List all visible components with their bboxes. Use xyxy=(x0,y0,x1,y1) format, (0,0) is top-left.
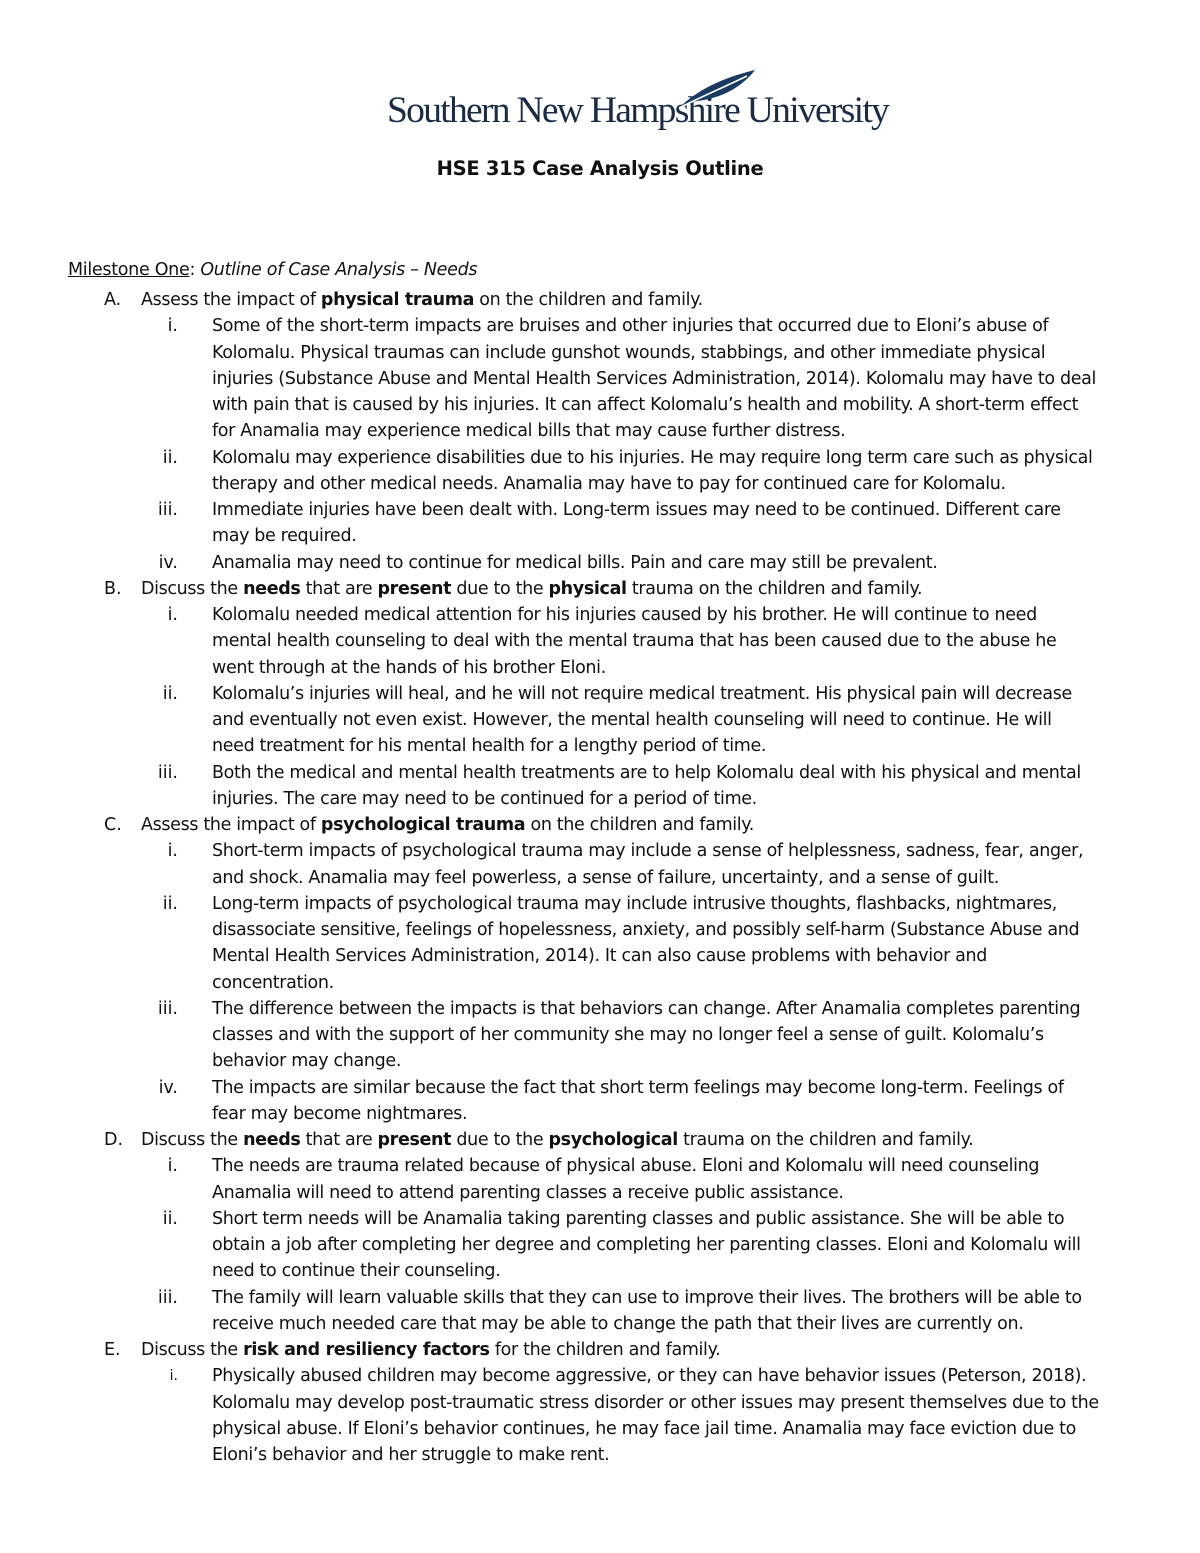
leaf-icon xyxy=(677,68,757,113)
line-text: Discuss the xyxy=(141,1130,244,1150)
line-text: Kolomalu’s injuries will heal, and he will not require medical treatment. His physical pain will decrease xyxy=(212,683,1072,704)
line-text: fear may become nightmares. xyxy=(212,1103,468,1124)
outline-text-line xyxy=(212,917,1079,943)
line-text: and eventually not even exist. However, the mental health counseling will need to continue. He will xyxy=(212,710,1052,730)
list-marker: E. xyxy=(104,1340,121,1360)
outline-text-line xyxy=(212,1101,467,1127)
line-text: Long-term impacts of psychological trauma may include intrusive thoughts, flashbacks, nightmares, xyxy=(212,893,1057,914)
list-marker: ii. xyxy=(162,893,178,914)
list-marker: i. xyxy=(169,1368,178,1385)
line-text: Some of the short-term impacts are bruises and other injuries that occurred due to Eloni’s abuse of xyxy=(212,316,1049,337)
outline-text-line xyxy=(212,471,1006,497)
list-marker: iv. xyxy=(158,1077,178,1098)
line-text: Anamalia will need to attend parenting classes a receive public assistance. xyxy=(212,1182,844,1203)
line-text: Short term needs will be Anamalia taking parenting classes and public assistance. She will be able to xyxy=(212,1208,1065,1229)
outline-text-line xyxy=(212,786,757,812)
outline-text-line xyxy=(212,1022,1044,1048)
line-text: Discuss the xyxy=(141,578,244,599)
line-text: need treatment for his mental health for a lengthy period of time. xyxy=(212,736,767,757)
line-text: may be required. xyxy=(212,526,357,547)
line-text: Physically abused children may become aggressive, or they can have behavior issues (Peterson, 2018). xyxy=(212,1366,1087,1387)
outline-text-line xyxy=(212,628,1056,654)
outline-text-line xyxy=(212,1416,1076,1442)
outline-text-line xyxy=(212,681,1072,707)
line-text: need to continue their counseling. xyxy=(212,1261,501,1282)
line-text: disassociate sensitive, feelings of hopelessness, anxiety, and possibly self-harm (Substance Abuse and xyxy=(212,920,1080,940)
university-logo xyxy=(387,68,889,138)
line-text: physical abuse. If Eloni’s behavior continues, he may face jail time. Anamalia may face eviction due to xyxy=(212,1418,1076,1439)
line-text: The impacts are similar because the fact that short term feelings may become long-term. Feelings of xyxy=(212,1077,1064,1098)
document-title: HSE 315 Case Analysis Outline xyxy=(436,157,764,180)
outline-text-line xyxy=(212,996,1080,1022)
list-marker: i. xyxy=(167,1156,178,1177)
outline-text-line xyxy=(212,523,356,549)
line-text: went through at the hands of his brother Eloni. xyxy=(212,657,606,678)
outline-text-line xyxy=(212,1075,1064,1101)
outline-text-line xyxy=(212,1285,1082,1311)
emphasis-text: psychological trauma xyxy=(320,815,526,835)
outline-text-line xyxy=(212,838,1083,864)
milestone-label: Milestone One xyxy=(68,260,190,280)
line-text: receive much needed care that may be able to change the path that their lives are currently on. xyxy=(212,1313,1024,1334)
outline-text-line xyxy=(212,602,1037,628)
line-text: with pain that is caused by his injuries. It can affect Kolomalu’s health and mobility. A short-term effect xyxy=(212,395,1079,415)
list-marker: i. xyxy=(167,841,178,862)
line-text: Kolomalu may experience disabilities due to his injuries. He may require long term care such as physical xyxy=(212,447,1093,468)
line-text: Short-term impacts of psychological trauma may include a sense of helplessness, sadness, fear, anger, xyxy=(212,841,1084,862)
line-text: that are xyxy=(300,578,378,599)
line-text: behavior may change. xyxy=(212,1051,402,1072)
line-text: The family will learn valuable skills that they can use to improve their lives. The brothers will be able to xyxy=(212,1287,1082,1308)
line-text: concentration. xyxy=(212,972,334,993)
line-text: for the children and family. xyxy=(489,1340,721,1360)
outline-text-line xyxy=(212,497,1061,523)
milestone-subtitle: Outline of Case Analysis – Needs xyxy=(200,260,478,280)
line-text: due to the xyxy=(451,578,549,599)
section-heading xyxy=(141,576,922,602)
line-text: therapy and other medical needs. Anamalia may have to pay for continued care for Kolomalu. xyxy=(212,473,1006,494)
section-heading xyxy=(141,287,703,313)
line-text: on the children and family. xyxy=(525,815,755,835)
line-text: and shock. Anamalia may feel powerless, a sense of failure, uncertainty, and a sense of guilt. xyxy=(212,867,1000,888)
line-text: The needs are trauma related because of physical abuse. Eloni and Kolomalu will need counseling xyxy=(212,1156,1040,1177)
list-marker: D. xyxy=(104,1130,124,1150)
outline-text-line xyxy=(212,865,999,891)
outline-text-line xyxy=(212,707,1052,733)
list-marker: iv. xyxy=(158,552,178,573)
outline-text-line xyxy=(212,313,1048,339)
line-text: injuries. The care may need to be continued for a period of time. xyxy=(212,788,757,809)
line-text: Kolomalu may develop post-traumatic stress disorder or other issues may present themselves due to the xyxy=(212,1392,1099,1413)
line-text: Both the medical and mental health treatments are to help Kolomalu deal with his physical and mental xyxy=(212,762,1081,783)
outline-text-line xyxy=(212,1048,401,1074)
milestone-heading: Milestone One: Outline of Case Analysis – Needs xyxy=(68,260,478,280)
emphasis-text: psychological xyxy=(548,1130,678,1150)
emphasis-text: needs xyxy=(243,1130,301,1150)
outline-text-line xyxy=(212,1232,1081,1258)
outline-text-line xyxy=(212,760,1081,786)
line-text: Eloni’s behavior and her struggle to make rent. xyxy=(212,1445,610,1465)
line-text: Assess the impact of xyxy=(141,815,321,835)
outline-text-line xyxy=(212,1311,1023,1337)
line-text: for Anamalia may experience medical bills that may cause further distress. xyxy=(212,421,846,442)
outline-text-line xyxy=(212,655,606,681)
line-text: on the children and family. xyxy=(474,290,703,310)
outline-text-line xyxy=(212,943,987,969)
list-marker: iii. xyxy=(157,500,178,520)
outline-text-line xyxy=(212,970,334,996)
outline-text-line xyxy=(212,1442,609,1468)
emphasis-text: risk and resiliency factors xyxy=(243,1340,490,1360)
line-text: Kolomalu needed medical attention for his injuries caused by his brother. He will continue to need xyxy=(212,605,1037,625)
outline-text-line xyxy=(212,340,1045,366)
list-marker: A. xyxy=(104,290,122,310)
line-text: Kolomalu. Physical traumas can include gunshot wounds, stabbings, and other immediate physical xyxy=(212,342,1046,363)
line-text: trauma on the children and family. xyxy=(626,578,923,599)
line-text: obtain a job after completing her degree and completing her parenting classes. Eloni and Kolomalu will xyxy=(212,1235,1081,1255)
logo-text: Southern New Hampshire University xyxy=(387,90,889,131)
section-heading xyxy=(141,1127,973,1153)
emphasis-text: present xyxy=(377,578,452,599)
line-text: due to the xyxy=(451,1130,549,1150)
outline-text-line xyxy=(212,550,938,576)
outline-text-line xyxy=(212,1206,1064,1232)
list-marker: ii. xyxy=(162,683,178,704)
line-text: Mental Health Services Administration, 2014). It can also cause problems with behavior and xyxy=(212,946,988,967)
line-text: that are xyxy=(300,1130,378,1150)
outline-text-line xyxy=(212,366,1096,392)
line-text: mental health counseling to deal with the mental trauma that has been caused due to the abuse he xyxy=(212,631,1057,652)
outline-text-line xyxy=(212,1390,1099,1416)
section-heading xyxy=(141,1337,720,1363)
list-marker: ii. xyxy=(162,447,178,468)
emphasis-text: physical xyxy=(548,578,627,599)
line-text: Discuss the xyxy=(141,1340,244,1360)
outline-text-line xyxy=(212,392,1078,418)
line-text: trauma on the children and family. xyxy=(677,1130,974,1150)
outline-text-line xyxy=(212,1153,1039,1179)
line-text: Anamalia may need to continue for medical bills. Pain and care may still be prevalent. xyxy=(212,552,938,573)
section-heading xyxy=(141,812,754,838)
list-marker: B. xyxy=(104,578,122,599)
list-marker: i. xyxy=(167,316,178,337)
outline-text-line xyxy=(212,418,845,444)
emphasis-text: needs xyxy=(243,578,301,599)
list-marker: iii. xyxy=(157,1287,178,1308)
line-text: injuries (Substance Abuse and Mental Health Services Administration, 2014). Kolomalu may have to deal xyxy=(212,368,1097,389)
outline-text-line xyxy=(212,733,766,759)
outline-text-line xyxy=(212,891,1057,917)
line-text: The difference between the impacts is that behaviors can change. After Anamalia completes parenting xyxy=(212,998,1081,1019)
list-marker: iii. xyxy=(157,762,178,783)
emphasis-text: present xyxy=(377,1130,452,1150)
outline-text-line xyxy=(212,1363,1086,1389)
list-marker: i. xyxy=(167,605,178,625)
list-marker: C. xyxy=(104,815,122,835)
list-marker: ii. xyxy=(162,1208,178,1229)
outline-text-line xyxy=(212,445,1093,471)
line-text: Assess the impact of xyxy=(141,290,321,310)
list-marker: iii. xyxy=(157,998,178,1019)
emphasis-text: physical trauma xyxy=(320,290,475,310)
outline-text-line xyxy=(212,1258,500,1284)
outline-text-line xyxy=(212,1180,844,1206)
line-text: Immediate injuries have been dealt with. Long-term issues may need to be continued. Different care xyxy=(212,500,1061,520)
line-text: classes and with the support of her community she may no longer feel a sense of guilt. Kolomalu’s xyxy=(212,1025,1044,1045)
